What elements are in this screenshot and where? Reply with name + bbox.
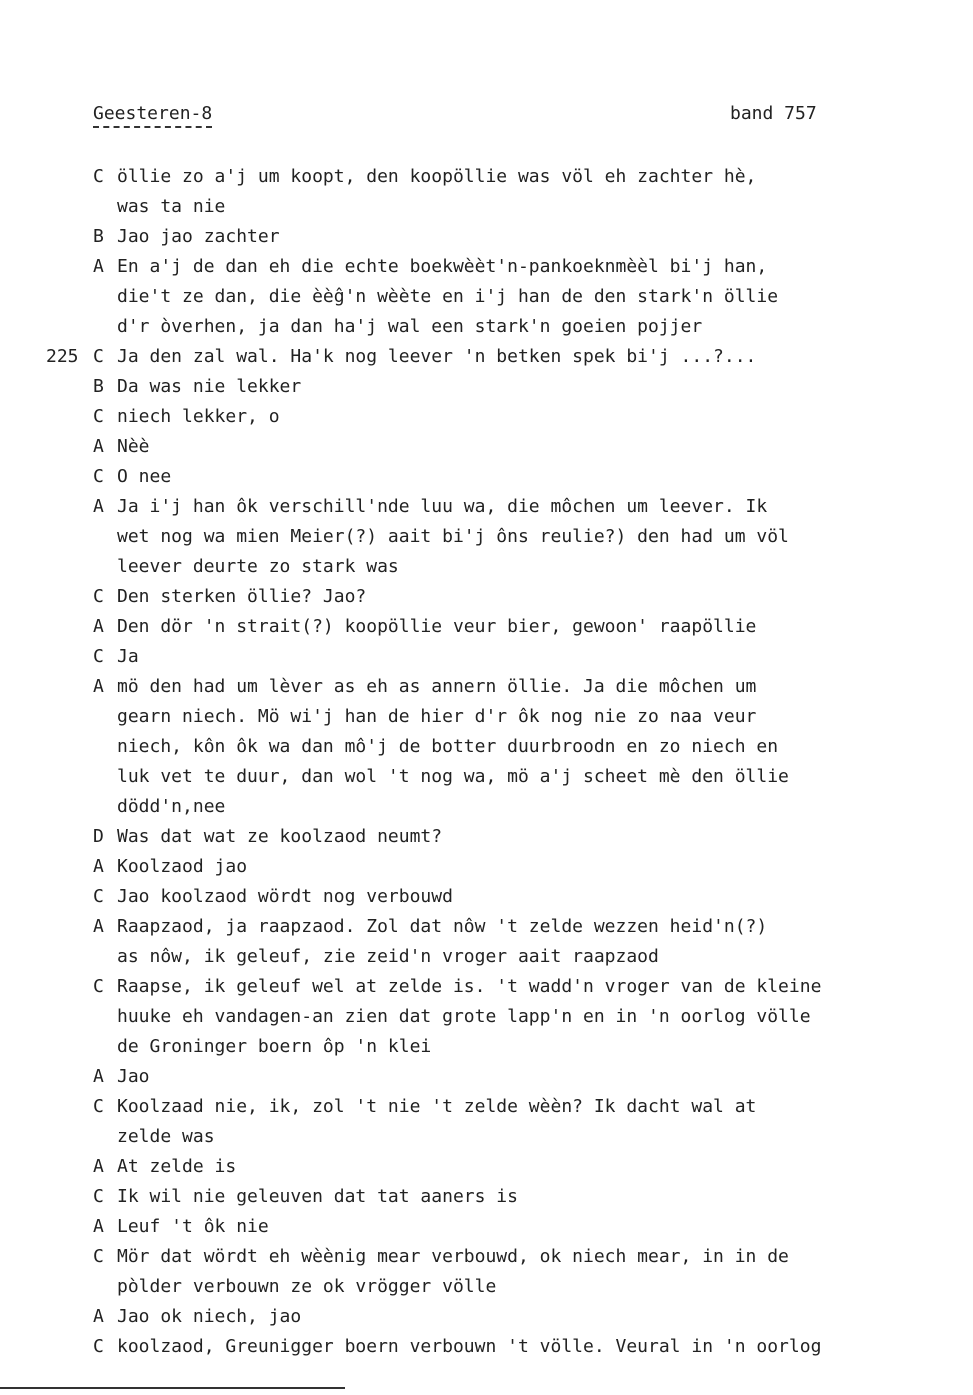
transcript-turn [0,1212,973,1242]
speaker-label: A [93,1306,104,1327]
speaker-label: C [93,466,104,487]
transcript-turn [0,372,973,402]
speaker-label: C [93,586,104,607]
transcript-turn [0,852,973,882]
utterance-line: Jao ok niech, jao [117,1306,302,1327]
speaker-label: C [93,886,104,907]
speaker-label: C [93,1336,104,1357]
utterance-line: d'r òverhen, ja dan ha'j wal een stark'n goeien pojjer [117,316,703,337]
transcript-body [0,162,973,1362]
utterance-line: gearn niech. Mö wi'j han de hier d'r ôk nog nie zo naa veur [117,706,757,727]
utterance-line: Mör dat wördt eh wèènig mear verbouwd, ok niech mear, in in de [117,1246,789,1267]
speaker-label: A [93,676,104,697]
utterance-line: Ja den zal wal. Ha'k nog leever 'n betken spek bi'j ...?... [117,346,757,367]
utterance-line: koolzaod, Greunigger boern verbouwn 't völle. Veural in 'n oorlog [117,1336,822,1357]
utterance-line: niech, kôn ôk wa dan mô'j de botter duurbroodn en zo niech en [117,736,779,757]
transcript-turn [0,1332,973,1362]
speaker-label: A [93,916,104,937]
utterance-line: Was dat wat ze koolzaod neumt? [117,826,443,847]
transcript-turn [0,1152,973,1182]
utterance-line: Jao [117,1066,150,1087]
utterance-line: Den sterken öllie? Jao? [117,586,367,607]
utterance-line: wet nog wa mien Meier(?) aait bi'j ôns reulie?) den had um völ [117,526,789,547]
speaker-label: A [93,256,104,277]
transcript-turn [0,1242,973,1302]
utterance-line: zelde was [117,1126,215,1147]
tape-number: band 757 [730,103,817,124]
speaker-label: A [93,616,104,637]
transcript-turn [0,402,973,432]
transcript-turn [0,642,973,672]
utterance-line: En a'j de dan eh die echte boekwèèt'n-pankoeknmèèl bi'j han, [117,256,768,277]
transcript-turn [0,342,973,372]
transcript-turn [0,1182,973,1212]
transcript-turn [0,462,973,492]
utterance-line: Ik wil nie geleuven dat tat aaners is [117,1186,518,1207]
speaker-label: C [93,406,104,427]
utterance-line: At zelde is [117,1156,237,1177]
utterance-line: leever deurte zo stark was [117,556,399,577]
utterance-line: dödd'n,nee [117,796,226,817]
transcript-turn [0,972,973,1062]
transcript-turn [0,222,973,252]
speaker-label: B [93,376,104,397]
utterance-line: luk vet te duur, dan wol 't nog wa, mö a'j scheet mè den öllie [117,766,789,787]
utterance-line: Nèè [117,436,150,457]
line-number: 225 [46,346,79,367]
speaker-label: C [93,166,104,187]
utterance-line: Raapzaod, ja raapzaod. Zol dat nôw 't zelde wezzen heid'n(?) [117,916,768,937]
utterance-line: die't ze dan, die èèĝ'n wèète en i'j han de den stark'n öllie [117,286,779,307]
transcript-turn [0,492,973,582]
transcript-turn [0,912,973,972]
transcript-turn [0,252,973,342]
speaker-label: C [93,1186,104,1207]
bottom-rule [0,1387,345,1389]
speaker-label: A [93,856,104,877]
speaker-label: A [93,1066,104,1087]
utterance-line: Den dör 'n strait(?) koopöllie veur bier, gewoon' raapöllie [117,616,757,637]
location-label: Geesteren-8 [93,103,212,128]
utterance-line: mö den had um lèver as eh as annern öllie. Ja die môchen um [117,676,757,697]
speaker-label: C [93,646,104,667]
utterance-line: as nôw, ik geleuf, zie zeid'n vroger aait raapzaod [117,946,659,967]
utterance-line: Leuf 't ôk nie [117,1216,269,1237]
utterance-line: Koolzaod jao [117,856,248,877]
speaker-label: C [93,1096,104,1117]
speaker-label: A [93,1216,104,1237]
utterance-line: niech lekker, o [117,406,280,427]
utterance-line: Raapse, ik geleuf wel at zelde is. 't wadd'n vroger van de kleine [117,976,822,997]
utterance-line: Da was nie lekker [117,376,302,397]
transcript-turn [0,582,973,612]
transcript-turn [0,432,973,462]
speaker-label: B [93,226,104,247]
speaker-label: D [93,826,104,847]
utterance-line: Jao koolzaod wördt nog verbouwd [117,886,453,907]
transcript-turn [0,1302,973,1332]
utterance-line: öllie zo a'j um koopt, den koopöllie was völ eh zachter hè, [117,166,757,187]
utterance-line: Ja i'j han ôk verschill'nde luu wa, die môchen um leever. Ik [117,496,768,517]
transcript-turn [0,1062,973,1092]
transcript-turn [0,162,973,222]
transcript-turn [0,672,973,822]
utterance-line: O nee [117,466,172,487]
speaker-label: C [93,976,104,997]
speaker-label: C [93,1246,104,1267]
utterance-line: de Groninger boern ôp 'n klei [117,1036,432,1057]
transcript-turn [0,1092,973,1152]
transcript-turn [0,612,973,642]
utterance-line: Jao jao zachter [117,226,280,247]
utterance-line: huuke eh vandagen-an zien dat grote lapp'n en in 'n oorlog völle [117,1006,811,1027]
utterance-line: Ja [117,646,139,667]
utterance-line: Koolzaad nie, ik, zol 't nie 't zelde wèèn? Ik dacht wal at [117,1096,757,1117]
transcript-turn [0,822,973,852]
speaker-label: A [93,496,104,517]
transcript-turn [0,882,973,912]
speaker-label: A [93,1156,104,1177]
utterance-line: was ta nie [117,196,226,217]
speaker-label: A [93,436,104,457]
speaker-label: C [93,346,104,367]
utterance-line: pòlder verbouwn ze ok vrögger völle [117,1276,497,1297]
